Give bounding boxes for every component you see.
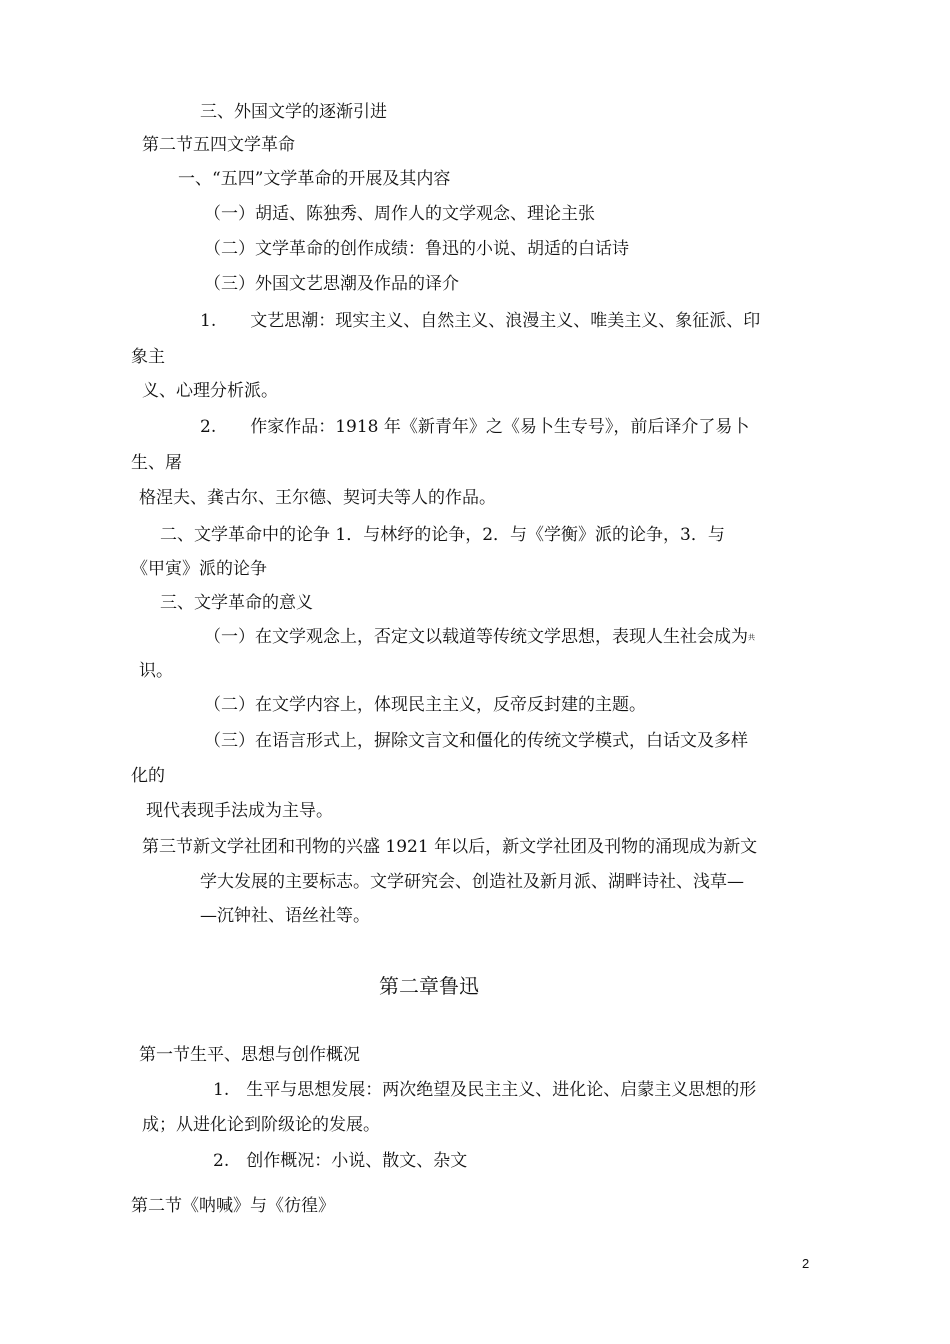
text-line: 象主 — [131, 347, 165, 367]
text-line: 化的 — [131, 766, 165, 786]
text-line: （二）在文学内容上，体现民主主义，反帝反封建的主题。 — [204, 695, 646, 715]
text-line: 识。 — [139, 661, 173, 681]
text-line: （三）外国文艺思潮及作品的译介 — [204, 274, 459, 294]
text-line: 义、心理分析派。 — [142, 381, 278, 401]
subsection-heading: 二、文学革命中的论争 1．与林纾的论争，2．与《学衡》派的论争，3．与 — [160, 525, 725, 545]
section-heading: 第一节生平、思想与创作概况 — [139, 1045, 360, 1065]
page-number: 2 — [802, 1256, 810, 1271]
text-line: （二）文学革命的创作成绩：鲁迅的小说、胡适的白话诗 — [204, 239, 629, 259]
section-heading: 第二节五四文学革命 — [142, 135, 295, 155]
section-heading: 第二节《呐喊》与《彷徨》 — [131, 1196, 335, 1216]
tiny-mark: 共 — [748, 633, 755, 642]
text-span: （一）在文学观念上，否定文以载道等传统文学思想，表现人生社会成为 — [204, 627, 748, 647]
text-line: 格涅夫、龚古尔、王尔德、契诃夫等人的作品。 — [139, 488, 496, 508]
subsection-heading: 三、文学革命的意义 — [160, 593, 313, 613]
text-line: —沉钟社、语丝社等。 — [200, 906, 370, 926]
text-line: 生、屠 — [131, 453, 182, 473]
subsection-heading: 一、“五四”文学革命的开展及其内容 — [178, 169, 451, 189]
text-line: 1. 文艺思潮：现实主义、自然主义、浪漫主义、唯美主义、象征派、印 — [200, 311, 761, 331]
text-line: 学大发展的主要标志。文学研究会、创造社及新月派、湖畔诗社、浅草— — [200, 872, 744, 892]
text-line: 2. 创作概况：小说、散文、杂文 — [213, 1151, 468, 1171]
text-line — [204, 626, 755, 649]
heading-foreign-literature: 三、外国文学的逐渐引进 — [200, 102, 387, 122]
text-line: 1. 生平与思想发展：两次绝望及民主主义、进化论、启蒙主义思想的形 — [213, 1080, 757, 1100]
text-line: 现代表现手法成为主导。 — [146, 801, 333, 821]
text-line: 成；从进化论到阶级论的发展。 — [142, 1115, 380, 1135]
text-line: （三）在语言形式上，摒除文言文和僵化的传统文学模式，白话文及多样 — [204, 731, 748, 751]
chapter-title: 第二章鲁迅 — [379, 974, 479, 998]
text-line: 2. 作家作品：1918 年《新青年》之《易卜生专号》，前后译介了易卜 — [200, 417, 750, 437]
text-line: 《甲寅》派的论争 — [131, 559, 267, 579]
text-line: （一）胡适、陈独秀、周作人的文学观念、理论主张 — [204, 204, 595, 224]
section-heading: 第三节新文学社团和刊物的兴盛 1921 年以后，新文学社团及刊物的涌现成为新文 — [142, 837, 758, 857]
